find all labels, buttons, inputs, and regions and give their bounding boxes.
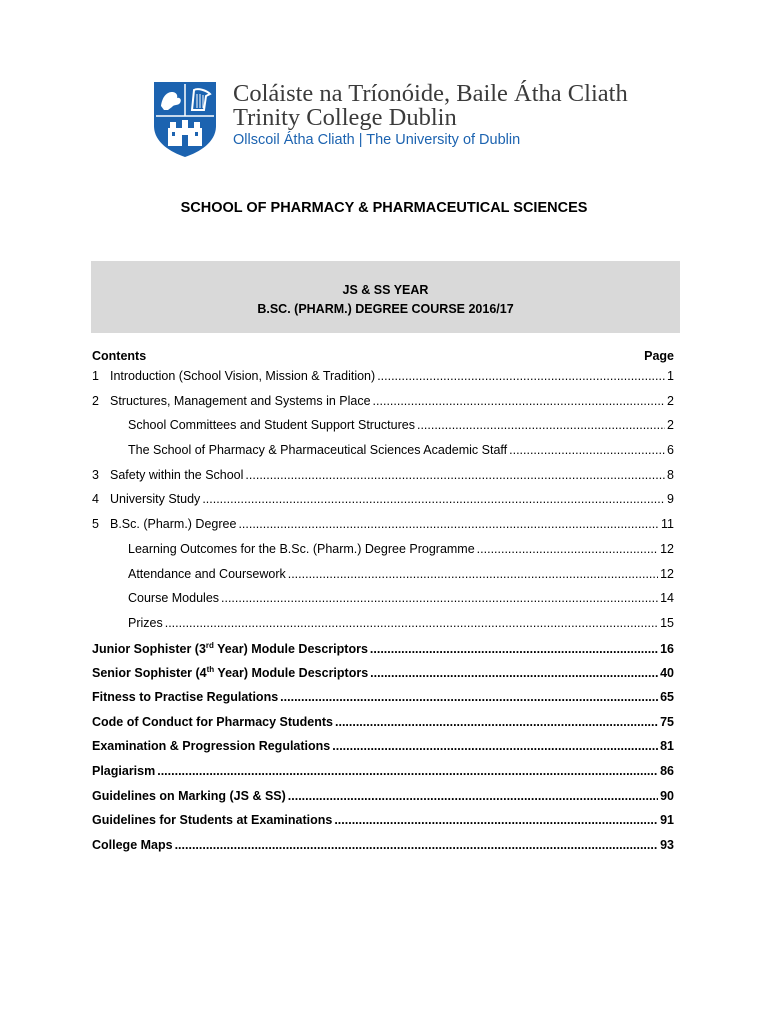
toc-entry-page: 2 [667, 418, 674, 433]
toc-entry[interactable] [92, 468, 674, 493]
toc-entry-title: Structures, Management and Systems in Place [110, 393, 371, 408]
toc-entry[interactable] [92, 394, 674, 419]
toc-entry-title: Attendance and Coursework [128, 566, 286, 581]
toc-entry[interactable] [92, 641, 674, 666]
toc-entry-title: Senior Sophister (4th Year) Module Descriptors [92, 665, 369, 681]
toc-entry-title: Examination & Progression Regulations [92, 739, 331, 754]
table-of-contents [92, 349, 674, 863]
toc-entry-page: 12 [660, 541, 674, 556]
toc-entry-title: Code of Conduct for Pharmacy Students [92, 714, 333, 729]
dot-leader [245, 468, 665, 482]
toc-entry-page: 91 [660, 813, 674, 828]
toc-entry[interactable] [92, 517, 674, 542]
toc-entry-page: 86 [660, 764, 674, 778]
dot-leader [370, 666, 658, 680]
toc-entry[interactable] [92, 715, 674, 740]
toc-entry-page: 11 [661, 517, 674, 532]
toc-entry-title: B.Sc. (Pharm.) Degree [110, 517, 237, 532]
toc-entry-page: 2 [667, 393, 674, 408]
toc-entry[interactable] [92, 813, 674, 838]
toc-entry[interactable] [92, 789, 674, 814]
toc-entry-title: Plagiarism [92, 764, 156, 778]
toc-entry-page: 12 [660, 566, 674, 581]
dot-leader [509, 443, 665, 457]
toc-entry-page: 15 [660, 615, 674, 630]
toc-entry-title: Fitness to Practise Regulations [92, 689, 279, 704]
toc-entry-page: 6 [667, 443, 674, 458]
toc-entry[interactable] [92, 542, 674, 567]
college-subtitle: Ollscoil Átha Cliath | The University of Dublin [233, 132, 521, 148]
dot-leader [280, 690, 658, 704]
course-line: B.SC. (PHARM.) DEGREE COURSE 2016/17 [257, 302, 514, 316]
toc-entry-page: 14 [660, 591, 674, 606]
toc-entry[interactable] [92, 567, 674, 592]
contents-heading: Contents [92, 349, 147, 363]
toc-entry-page: 1 [667, 369, 674, 383]
year-line: JS & SS YEAR [342, 283, 429, 297]
college-name-english: Trinity College Dublin [233, 104, 457, 131]
trinity-crest-icon [152, 80, 218, 158]
dot-leader [334, 813, 658, 827]
toc-entry-number: 5 [92, 517, 99, 532]
dot-leader [202, 492, 665, 506]
toc-entry-page: 40 [660, 666, 674, 681]
dot-leader [165, 616, 658, 630]
toc-entry-number: 1 [92, 369, 99, 383]
toc-entry[interactable] [92, 739, 674, 764]
toc-entry-title: Junior Sophister (3rd Year) Module Descriptors [92, 640, 368, 656]
toc-entry-page: 9 [667, 492, 674, 507]
toc-entry-title: Introduction (School Vision, Mission & Tradition) [110, 369, 376, 383]
toc-entry-number: 3 [92, 467, 99, 482]
toc-entry-page: 65 [660, 689, 674, 704]
college-header [152, 80, 672, 160]
toc-entry[interactable] [92, 591, 674, 616]
toc-entry-page: 75 [660, 714, 674, 729]
toc-entry-page: 16 [660, 641, 674, 656]
toc-entry[interactable] [92, 492, 674, 517]
school-title: SCHOOL OF PHARMACY & PHARMACEUTICAL SCIENCES [180, 200, 588, 216]
course-year-box [91, 261, 680, 333]
toc-entry-number: 4 [92, 492, 99, 507]
toc-entry-title: College Maps [92, 838, 173, 853]
toc-entry[interactable] [92, 690, 674, 715]
toc-entry[interactable] [92, 418, 674, 443]
toc-entry-page: 93 [660, 838, 674, 853]
dot-leader [175, 838, 659, 852]
toc-entry[interactable] [92, 369, 674, 394]
toc-entry-title: Safety within the School [110, 467, 244, 482]
toc-entry[interactable] [92, 838, 674, 863]
toc-entry-title: University Study [110, 492, 201, 507]
toc-entry-title: The School of Pharmacy & Pharmaceutical Sciences Academic Staff [128, 443, 508, 458]
toc-entry-title: Prizes [128, 615, 163, 630]
toc-header [92, 349, 674, 369]
toc-entry[interactable] [92, 665, 674, 690]
toc-entry-page: 8 [667, 467, 674, 482]
toc-entry-title: Guidelines for Students at Examinations [92, 813, 333, 828]
dot-leader [238, 517, 659, 531]
dot-leader [417, 418, 665, 432]
toc-entry-number: 2 [92, 393, 99, 408]
toc-entry-title: Course Modules [128, 591, 220, 606]
toc-entry[interactable] [92, 443, 674, 468]
dot-leader [332, 739, 658, 753]
dot-leader [377, 369, 665, 383]
dot-leader [477, 542, 658, 556]
toc-entry-title: Guidelines on Marking (JS & SS) [92, 788, 286, 803]
dot-leader [221, 591, 658, 605]
dot-leader [157, 764, 658, 778]
dot-leader [335, 715, 658, 729]
dot-leader [373, 394, 666, 408]
college-name-irish: Coláiste na Tríonóide, Baile Átha Cliath [233, 80, 628, 107]
toc-entry[interactable] [92, 616, 674, 641]
toc-entry[interactable] [92, 764, 674, 789]
dot-leader [370, 642, 658, 656]
dot-leader [288, 789, 658, 803]
dot-leader [288, 567, 658, 581]
page-heading: Page [644, 349, 674, 363]
toc-entry-title: Learning Outcomes for the B.Sc. (Pharm.) Degree Programme [128, 541, 475, 556]
toc-entry-page: 90 [660, 788, 674, 803]
toc-entry-page: 81 [660, 739, 674, 754]
toc-entry-title: School Committees and Student Support Structures [128, 418, 415, 433]
